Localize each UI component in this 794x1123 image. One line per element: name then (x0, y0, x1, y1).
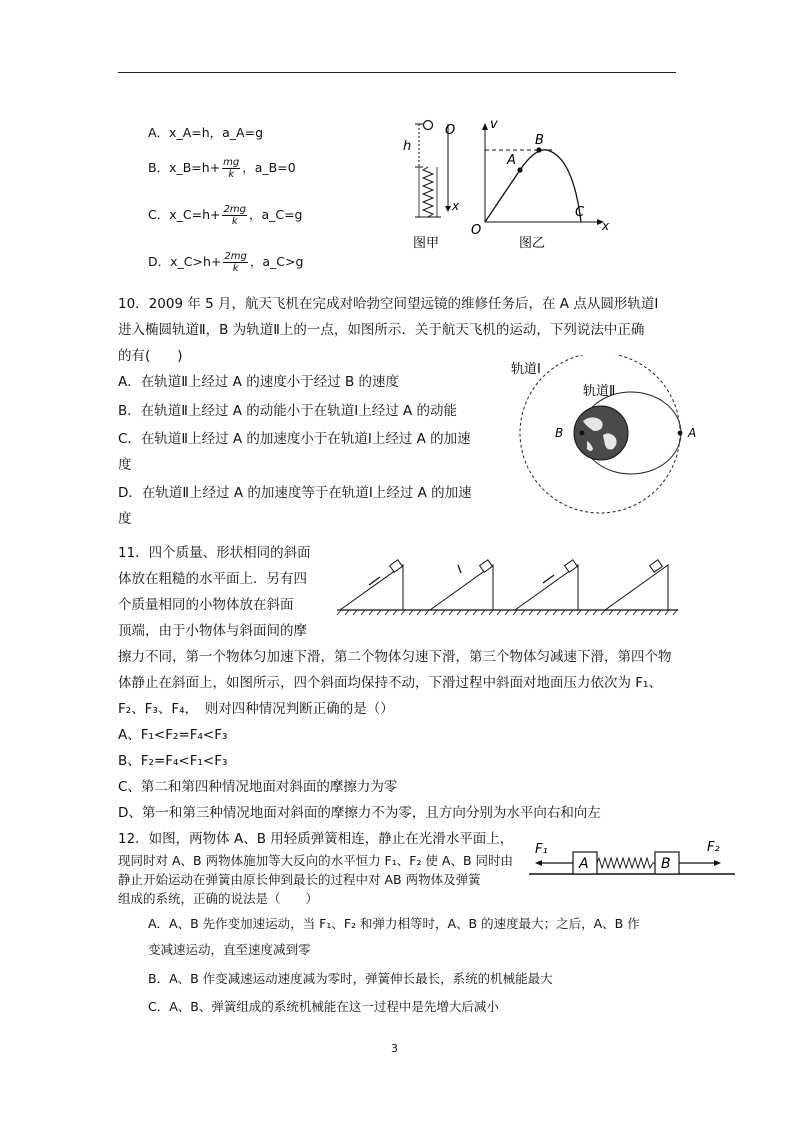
q11-option-a: A、F₁<F₂=F₄<F₃ (118, 727, 228, 743)
q10-stem-line2: 进入椭圆轨道Ⅱ，B 为轨道Ⅱ上的一点，如图所示．关于航天飞机的运动，下列说法中正确 (118, 322, 645, 338)
q10-option-d-line2: 度 (118, 511, 132, 527)
label-f1: F₁ (535, 842, 548, 857)
q10-option-d-line1: D．在轨道Ⅱ上经过 A 的加速度等于在轨道Ⅰ上经过 A 的加速 (118, 485, 472, 501)
label-block-a: A (579, 856, 589, 872)
q12-spring-figure (525, 838, 740, 886)
block-2 (480, 560, 493, 572)
label-origin: O (471, 223, 482, 238)
q12-stem-line1: 12．如图，两物体 A、B 用轻质弹簧相连，静止在光滑水平面上， (118, 831, 514, 847)
label-v: v (490, 117, 498, 132)
q12-option-a-line2: 变减速运动，直至速度减到零 (148, 942, 311, 957)
q12-stem-line3: 静止开始运动在弹簧由原长伸到最长的过程中对 AB 两物体及弹簧 (118, 872, 481, 887)
q11-stem-line2: 体放在粗糙的水平面上．另有四 (118, 571, 307, 587)
label-f2: F₂ (707, 840, 720, 855)
q12-option-b: B．A、B 作变减速运动速度减为零时，弹簧伸长最长，系统的机械能最大 (148, 971, 553, 986)
q11-option-c: C、第二和第四种情况地面对斜面的摩擦力为零 (118, 779, 398, 795)
label-O-left: O (445, 123, 456, 138)
point-b-dot (580, 431, 585, 436)
q11-option-d: D、第一和第三种情况地面对斜面的摩擦力不为零，且方向分别为水平向右和向左 (118, 805, 601, 821)
incline-4 (605, 565, 668, 610)
q12-option-a-line1: A．A、B 先作变加速运动，当 F₁、F₂ 和弹力相等时，A、B 的速度最大；之后，A、B 作 (148, 916, 640, 931)
f2-arrowhead (714, 860, 721, 866)
q9-option-b: B．x_B=h+ $\frac{mg}{k}$ ，a_B=0 (148, 157, 296, 180)
q11-stem-line1: 11．四个质量、形状相同的斜面 (118, 545, 311, 561)
q11-option-b: B、F₂=F₄<F₁<F₃ (118, 753, 228, 769)
header-rule (118, 72, 676, 73)
q11-stem-line3: 个质量相同的小物体放在斜面 (118, 597, 294, 613)
block-1 (390, 560, 403, 572)
caption-jia: 图甲 (413, 236, 440, 251)
q11-stem-line6: 体静止在斜面上，如图所示，四个斜面均保持不动，下滑过程中斜面对地面压力依次为 F₁、 (118, 675, 662, 691)
q12-stem-line2: 现同时对 A、B 两物体施加等大反向的水平恒力 F₁、F₂ 使 A、B 同时由 (118, 853, 513, 868)
point-a (517, 167, 522, 172)
label-B: B (535, 133, 544, 148)
x-arrow (445, 206, 451, 212)
label-h: h (403, 139, 412, 154)
page-number: 3 (391, 1042, 398, 1055)
label-C: C (575, 205, 585, 220)
orbit-1-label: 轨道Ⅰ (511, 362, 541, 377)
spring (423, 167, 433, 217)
q10-stem-line3: 的有( ) (118, 348, 183, 364)
label-point-b: B (555, 426, 564, 440)
block-3 (565, 560, 578, 572)
q11-stem-line5: 擦力不同，第一个物体匀加速下滑，第二个物体匀速下滑，第三个物体匀减速下滑，第四个物 (118, 649, 672, 665)
ground-hatching (337, 610, 677, 615)
velocity-curve (485, 150, 581, 222)
arrow-2 (458, 565, 461, 573)
q10-stem-line1: 10．2009 年 5 月，航天飞机在完成对哈勃空间望远镜的维修任务后，在 A 点从圆形轨道Ⅰ (118, 296, 659, 312)
point-b (536, 147, 541, 152)
label-x-right: x (602, 219, 610, 233)
point-a-dot (678, 431, 683, 436)
q11-stem-line7: F₂、F₃、F₄， 则对四种情况判断正确的是（） (118, 701, 394, 717)
q12-option-c: C．A、B、弹簧组成的系统机械能在这一过程中是先增大后减小 (148, 999, 499, 1014)
arrow-3 (543, 575, 554, 583)
q10-option-c-line2: 度 (118, 457, 132, 473)
label-A: A (507, 153, 516, 168)
caption-yi: 图乙 (519, 236, 546, 251)
q9-option-a: A．x_A=h，a_A=g (148, 125, 264, 140)
v-arrow (482, 123, 488, 130)
f1-arrowhead (535, 860, 542, 866)
label-x-left: x (452, 199, 460, 213)
q10-orbit-figure (505, 355, 705, 525)
q10-option-a: A．在轨道Ⅱ上经过 A 的速度小于经过 B 的速度 (118, 374, 400, 390)
orbit-2-label: 轨道Ⅱ (583, 384, 616, 399)
arrow-1 (369, 577, 380, 585)
q9-option-c: C．x_C=h+ $\frac{2mg}{k}$ ，a_C=g (148, 204, 303, 227)
label-point-a: A (688, 426, 697, 440)
q10-option-b: B．在轨道Ⅱ上经过 A 的动能小于在轨道Ⅰ上经过 A 的动能 (118, 403, 458, 419)
q9-figure (395, 112, 615, 260)
q9-option-d: D．x_C>h+ $\frac{2mg}{k}$ ，a_C>g (148, 251, 304, 274)
ball (424, 121, 433, 130)
q11-stem-line4: 顶端，由于小物体与斜面间的摩 (118, 623, 307, 639)
spring-zigzag (597, 858, 655, 868)
label-block-b: B (661, 856, 671, 872)
q11-inclines-figure (335, 555, 680, 617)
q12-stem-line4: 组成的系统，正确的说法是（ ） (118, 891, 319, 906)
q10-option-c-line1: C．在轨道Ⅱ上经过 A 的加速度小于在轨道Ⅰ上经过 A 的加速 (118, 431, 471, 447)
